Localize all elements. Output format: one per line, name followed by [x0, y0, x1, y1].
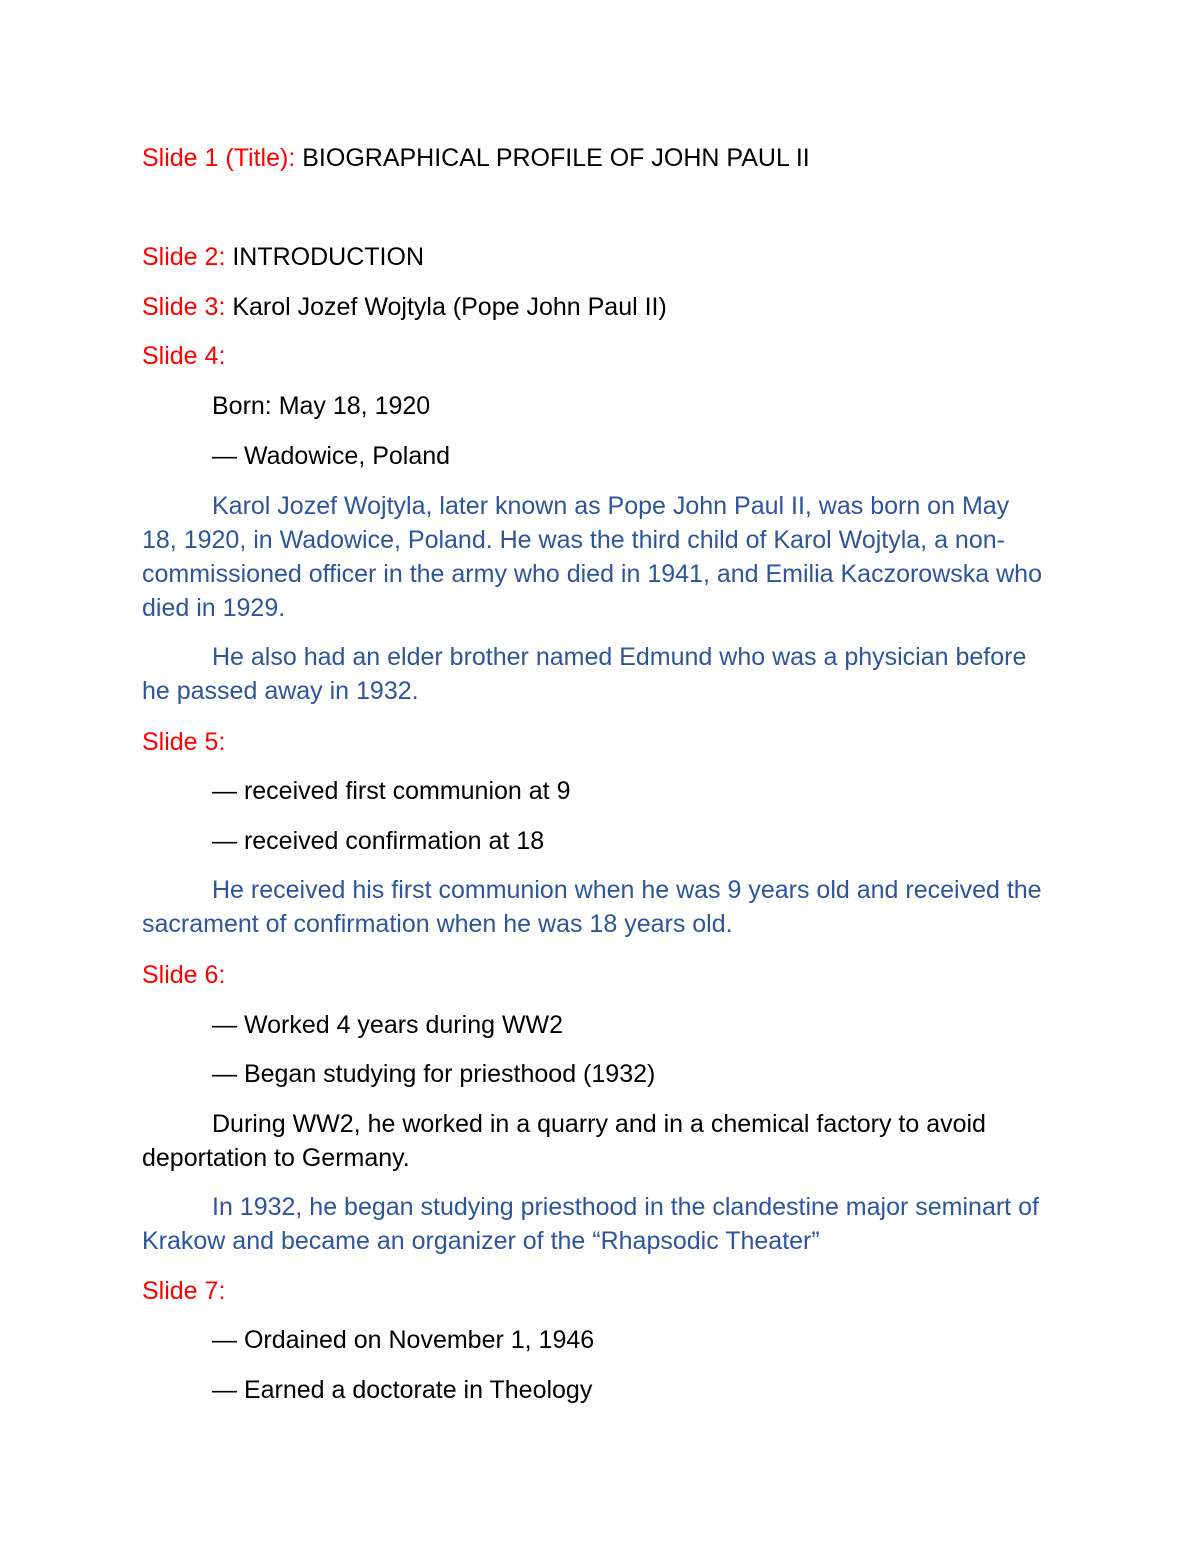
slide-4-label: Slide 4:: [142, 342, 226, 370]
slide-5-paragraph-sacraments: He received his first communion when he was 9 years old and received the sacrament of confirmation when he was 18 years old.: [142, 876, 1042, 938]
slide-1-title: BIOGRAPHICAL PROFILE OF JOHN PAUL II: [302, 144, 810, 172]
slide-6-bullet-work: — Worked 4 years during WW2: [212, 1011, 564, 1039]
slide-4-bullet-place: — Wadowice, Poland: [212, 442, 451, 470]
slide-2-text: INTRODUCTION: [232, 243, 424, 271]
slide-6-label: Slide 6:: [142, 961, 226, 989]
slide-3-text: Karol Jozef Wojtyla (Pope John Paul II): [232, 293, 667, 321]
slide-6-paragraph-wartime: During WW2, he worked in a quarry and in a chemical factory to avoid deportation to Germany.: [142, 1110, 986, 1172]
slide-4-paragraph-birth: Karol Jozef Wojtyla, later known as Pope John Paul II, was born on May 18, 1920, in Wadowice, Poland. He was the third child of Karol Wojtyla, a non-commissioned officer in the army who died in 1941, and Emilia Kaczorowska who died in 1929.: [142, 492, 1042, 622]
slide-6-bullet-priesthood: — Began studying for priesthood (1932): [212, 1060, 656, 1088]
slide-1-heading: [142, 144, 810, 173]
slide-6-paragraph-seminary: In 1932, he began studying priesthood in the clandestine major seminart of Krakow and became an organizer of the “Rhapsodic Theater”: [142, 1193, 1039, 1255]
slide-2-heading: [142, 243, 424, 272]
slide-3-heading: [142, 293, 667, 322]
slide-4-bullet-born: Born: May 18, 1920: [212, 392, 431, 420]
slide-5-label: Slide 5:: [142, 728, 226, 756]
slide-1-label: Slide 1 (Title):: [142, 144, 296, 172]
slide-5-bullet-confirmation: — received confirmation at 18: [212, 827, 545, 855]
slide-2-label: Slide 2:: [142, 243, 226, 271]
slide-5-bullet-communion: — received first communion at 9: [212, 777, 571, 805]
slide-7-bullet-doctorate: — Earned a doctorate in Theology: [212, 1376, 593, 1404]
slide-3-label: Slide 3:: [142, 293, 226, 321]
slide-4-paragraph-brother: He also had an elder brother named Edmund who was a physician before he passed away in 1932.: [142, 643, 1027, 705]
slide-7-bullet-ordained: — Ordained on November 1, 1946: [212, 1326, 595, 1354]
slide-7-label: Slide 7:: [142, 1277, 226, 1305]
